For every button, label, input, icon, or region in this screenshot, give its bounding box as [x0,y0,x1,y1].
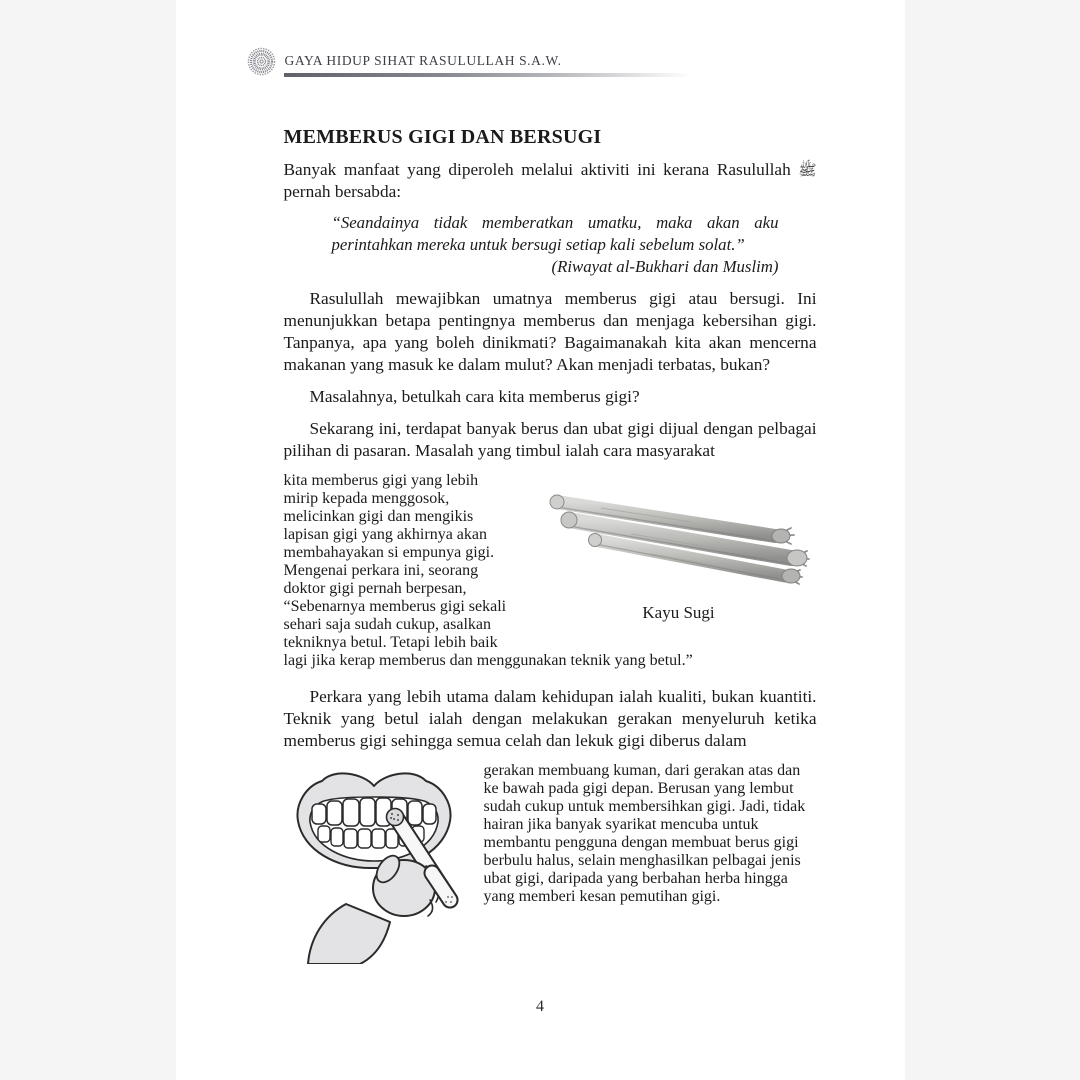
running-header-title: GAYA HIDUP SIHAT RASULULLAH S.A.W. [284,53,562,68]
page-number: 4 [536,998,544,1015]
intro-text: Banyak manfaat yang diperoleh melalui aktiviti ini kerana Rasulullah [283,160,791,179]
paragraph-1: Rasulullah mewajibkan umatnya memberus gigi atau bersugi. Ini menunjukkan betapa pentingnya memberus dan menjaga kebersihan gigi. Tanpanya, apa yang boleh dinikmati? Bagaimanakah kita akan mencerna makanan yang masuk ke dalam mulut? Akan menjadi terbatas, bukan? [283,289,817,374]
paragraph-2: Masalahnya, betulkah cara kita memberus gigi? [309,387,640,406]
hadith-attribution: (Riwayat al-Bukhari dan Muslim) [551,257,779,276]
figure-kayu-sugi [541,474,817,623]
miswak-sticks-photo [541,579,817,596]
ornamental-medallion-icon [247,47,276,76]
paragraph-4-intro: Perkara yang lebih utama dalam kehidupan ialah kualiti, bukan kuantiti. Teknik yang betul ialah dengan melakukan gerakan menyeluruh ketika memberus gigi sehingga semua celah dan lekuk gigi diberus dalam [283,687,817,750]
paragraph-3-wrap-text: kita memberus gigi yang lebih mirip kepada menggosok, melicinkan gigi dan mengikis lapisan gigi yang akhirnya akan membahayakan si empunya gigi. Mengenai perkara ini, seorang doktor gigi pernah berpesan, “Sebenarnya memberus gigi sekali sehari saja sudah cukup, asalkan tekniknya betul. Tetapi lebih baik lagi jika kerap memberus dan menggunakan teknik yang betul.” [283,472,693,669]
hand-brushing-teeth-illustration [284,951,470,968]
running-header [284,46,817,86]
pbuh-symbol: ﷺ [798,161,817,179]
figure-caption-kayu-sugi: Kayu Sugi [642,603,715,622]
figure-brushing-teeth [284,766,470,969]
hadith-quote: “Seandainya tidak memberatkan umatku, maka akan aku perintahkan mereka untuk bersugi setiap kali sebelum solat.” [331,213,779,254]
header-rule [284,73,692,77]
paragraph-4-wrap-text: gerakan membuang kuman, dari gerakan atas dan ke bawah pada gigi depan. Berusan yang lembut sudah cukup untuk membersihkan gigi. Jadi, tidak hairan jika banyak syarikat mencuba untuk membantu pengguna dengan membuat berus gigi berbulu halus, selain menghasilkan pelbagai jenis ubat gigi, daripada yang berbahan herba hingga yang memberi kesan pemutihan gigi. [483,762,806,905]
intro-text-cont: pernah bersabda: [283,182,402,201]
paragraph-3-intro: Sekarang ini, terdapat banyak berus dan ubat gigi dijual dengan pelbagai pilihan di pasaran. Masalah yang timbul ialah cara masyarakat [283,419,817,460]
intro-paragraph [284,159,817,203]
page-title: MEMBERUS GIGI DAN BERSUGI [283,126,602,148]
book-page [176,0,905,1080]
